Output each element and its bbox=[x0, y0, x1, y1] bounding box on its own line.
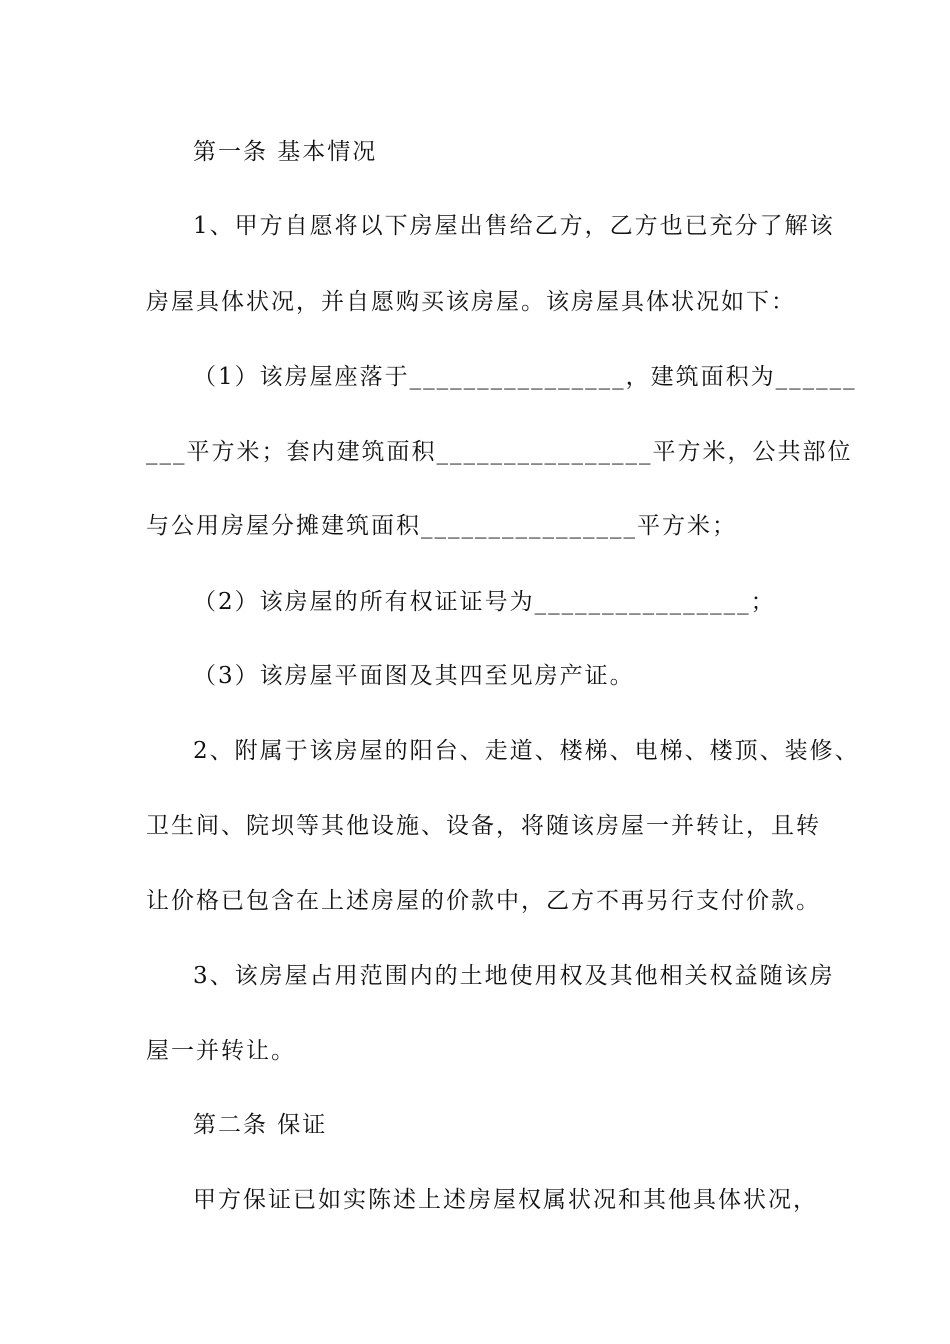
item-3: （3）该房屋平面图及其四至见房产证。 bbox=[193, 663, 635, 689]
article-1-paragraph-2-line-1: 2、附属于该房屋的阳台、走道、楼梯、电梯、楼顶、装修、 bbox=[193, 738, 860, 764]
article-1-paragraph-1-line-2: 房屋具体状况，并自愿购买该房屋。该房屋具体状况如下： bbox=[146, 289, 796, 315]
article-1-paragraph-2-line-2: 卫生间、院坝等其他设施、设备，将随该房屋一并转让，且转 bbox=[146, 813, 821, 839]
article-1-paragraph-3-line-1: 3、该房屋占用范围内的土地使用权及其他相关权益随该房 bbox=[193, 963, 835, 989]
item-1-line-2: ___平方米；套内建筑面积________________平方米，公共部位 bbox=[146, 439, 853, 465]
item-2: （2）该房屋的所有权证证号为________________； bbox=[193, 589, 776, 615]
article-2-paragraph-1-line-1: 甲方保证已如实陈述上述房屋权属状况和其他具体状况， bbox=[193, 1187, 818, 1213]
item-1-line-1: （1）该房屋座落于________________，建筑面积为______ bbox=[193, 364, 857, 390]
article-1-paragraph-3-line-2: 屋一并转让。 bbox=[146, 1038, 296, 1064]
article-1-paragraph-2-line-3: 让价格已包含在上述房屋的价款中，乙方不再另行支付价款。 bbox=[146, 888, 821, 914]
article-1-paragraph-1-line-1: 1、甲方自愿将以下房屋出售给乙方，乙方也已充分了解该 bbox=[193, 213, 835, 239]
article-2-heading: 第二条 保证 bbox=[193, 1112, 328, 1138]
article-1-heading: 第一条 基本情况 bbox=[193, 139, 378, 165]
item-1-line-3: 与公用房屋分摊建筑面积________________平方米； bbox=[146, 513, 737, 539]
